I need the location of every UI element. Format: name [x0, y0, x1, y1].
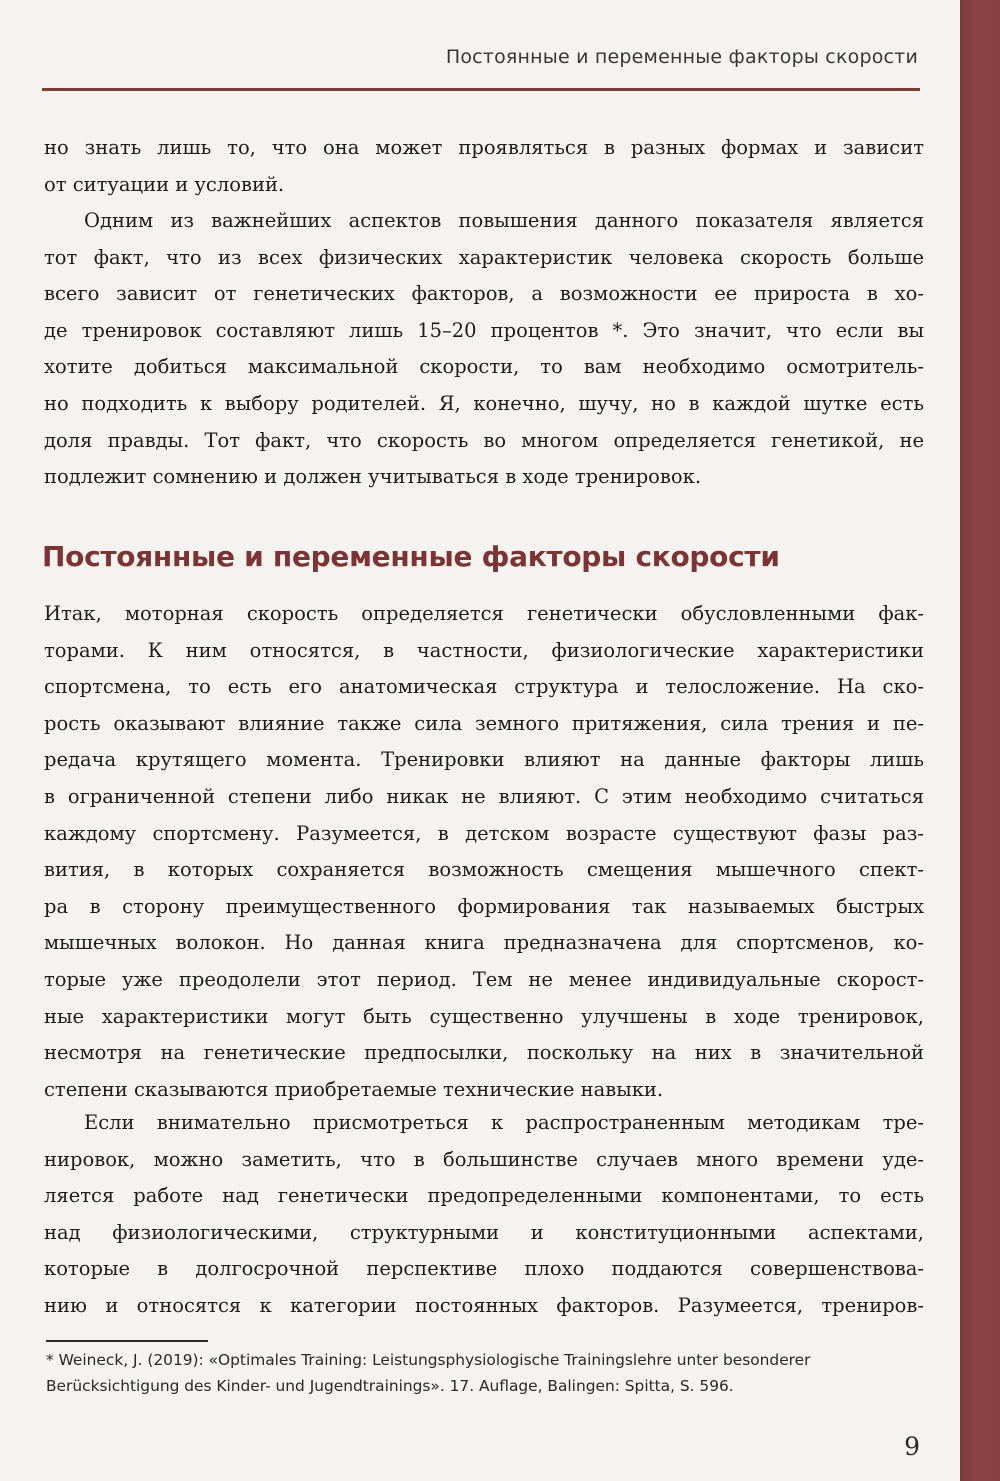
- text-line: несмотря на генетические предпосылки, поскольку на них в значительной: [44, 1041, 924, 1065]
- header-rule: [42, 88, 920, 91]
- text-line: подлежит сомнению и должен учитываться в ходе тренировок.: [44, 465, 702, 489]
- text-line: нию и относятся к категории постоянных факторов. Разумеется, трениров-: [44, 1293, 924, 1317]
- text-line: Если внимательно присмотреться к распространенным методикам тре-: [84, 1111, 924, 1134]
- text-line: тот факт, что из всех физических характеристик человека скорость больше: [44, 245, 924, 269]
- text-line: торами. К ним относятся, в частности, физиологические характеристики: [44, 638, 924, 662]
- text-line: Одним из важнейших аспектов повышения данного показателя является: [84, 209, 924, 232]
- footnote-line: Berücksichtigung des Kinder- und Jugendtrainings». 17. Auflage, Balingen: Spitta, S. 596.: [46, 1376, 734, 1395]
- section-heading: Постоянные и переменные факторы скорости: [42, 540, 780, 573]
- text-line: ные характеристики могут быть существенно улучшены в ходе тренировок,: [44, 1004, 924, 1028]
- text-line: всего зависит от генетических факторов, а возможности ее прироста в хо-: [44, 282, 924, 306]
- text-line: мышечных волокон. Но данная книга предназначена для спортсменов, ко-: [44, 931, 924, 955]
- paragraph-motor-speed: [44, 596, 924, 1108]
- text-line: степени сказываются приобретаемые технические навыки.: [44, 1077, 664, 1101]
- text-line: но подходить к выбору родителей. Я, конечно, шучу, но в каждой шутке есть: [44, 391, 924, 415]
- page-number: 9: [904, 1432, 920, 1461]
- text-line: доля правды. Тот факт, что скорость во многом определяется генетикой, не: [44, 428, 924, 452]
- text-line: от ситуации и условий.: [44, 172, 285, 196]
- text-line: вития, в которых сохраняется возможность смещения мышечного спект-: [44, 858, 924, 882]
- paragraph-training-methods: [44, 1105, 924, 1325]
- footnote-line: * Weineck, J. (2019): «Optimales Training: Leistungsphysiologische Trainingslehre unter besonderer: [46, 1351, 811, 1369]
- footnote: [46, 1348, 922, 1399]
- running-head: Постоянные и переменные факторы скорости: [445, 46, 918, 68]
- text-line: нировок, можно заметить, что в большинстве случаев много времени уде-: [44, 1147, 924, 1171]
- text-line: спортсмена, то есть его анатомическая структура и телосложение. На ско-: [44, 675, 924, 699]
- text-line: хотите добиться максимальной скорости, то вам необходимо осмотритель-: [44, 355, 924, 379]
- text-line: в ограниченной степени либо никак не влияют. С этим необходимо считаться: [44, 784, 924, 808]
- text-line: ра в сторону преимущественного формирования так называемых быстрых: [44, 894, 924, 918]
- text-line: редача крутящего момента. Тренировки влияют на данные факторы лишь: [44, 748, 924, 772]
- paragraph-genetics: [44, 203, 924, 496]
- text-line: торые уже преодолели этот период. Тем не менее индивидуальные скорост-: [44, 967, 924, 991]
- paragraph-continuation: [44, 130, 924, 203]
- footnote-rule: [46, 1340, 208, 1342]
- text-line: рость оказывают влияние также сила земного притяжения, сила трения и пе-: [44, 711, 924, 735]
- text-line: каждому спортсмену. Разумеется, в детском возрасте существуют фазы раз-: [44, 821, 924, 845]
- book-spine-edge: [960, 0, 1000, 1481]
- text-line: которые в долгосрочной перспективе плохо поддаются совершенствова-: [44, 1257, 924, 1281]
- text-line: ляется работе над генетически предопределенными компонентами, то есть: [44, 1184, 924, 1208]
- text-line: но знать лишь то, что она может проявляться в разных формах и зависит: [44, 136, 924, 159]
- text-line: Итак, моторная скорость определяется генетически обусловленными фак-: [44, 602, 924, 625]
- text-line: над физиологическими, структурными и конституционными аспектами,: [44, 1220, 924, 1244]
- text-line: де тренировок составляют лишь 15–20 процентов *. Это значит, что если вы: [44, 318, 924, 342]
